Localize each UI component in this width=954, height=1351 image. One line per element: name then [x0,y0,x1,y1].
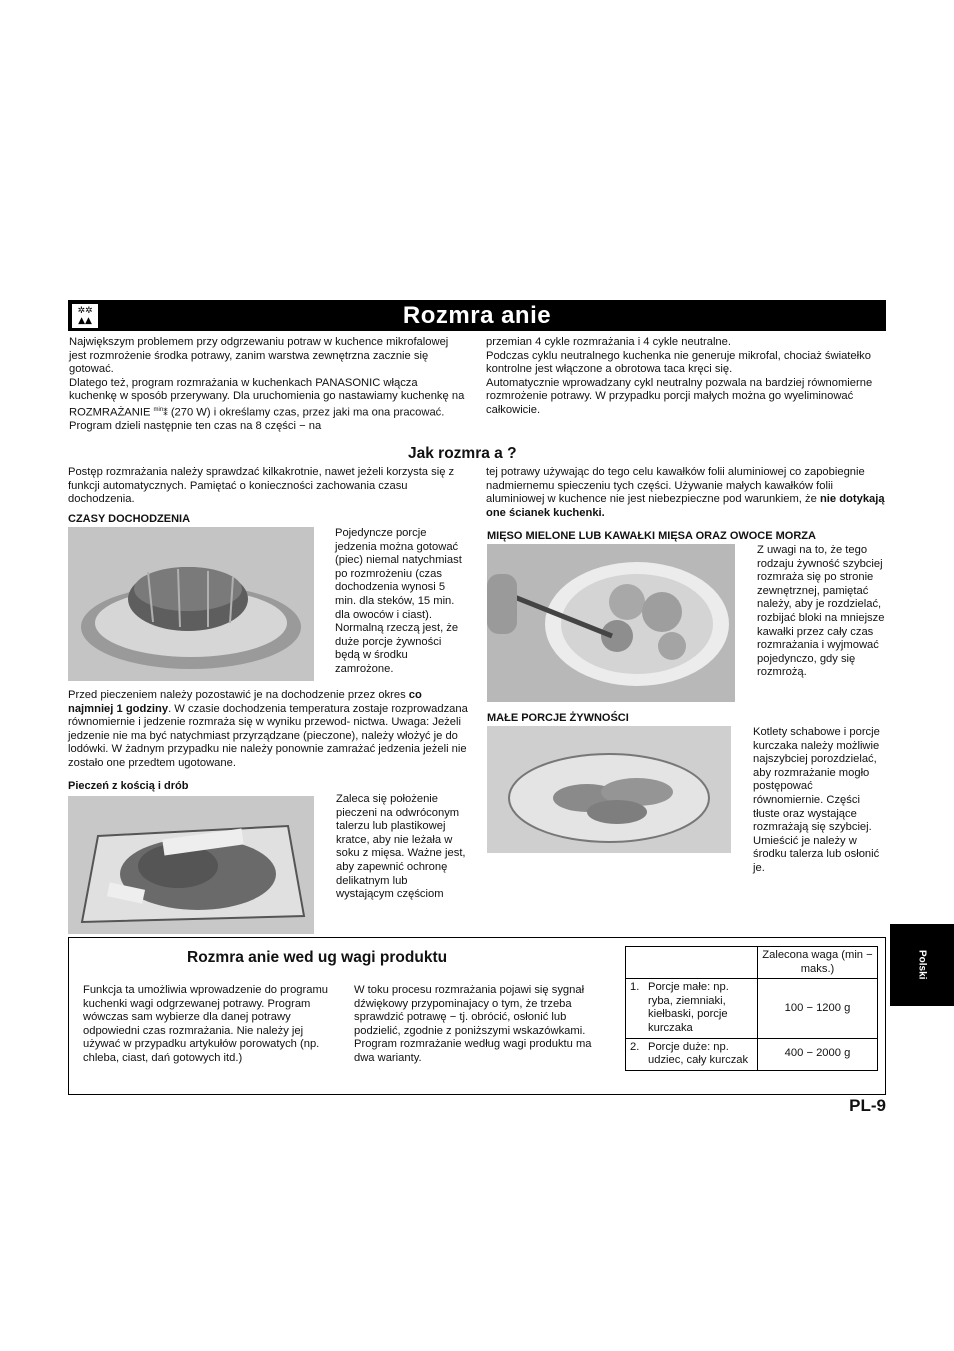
standing-paragraph [68,689,468,771]
intro-right: przemian 4 cykle rozmrażania i 4 cykle neutralne. Podczas cyklu neutralnego kuchenka nie generuje mikrofal, chociaż światełko kontrolne jest włączone a obrotowa taca kręci się. Automatycznie wprowadzany cykl neutralny pozwala na bardziej równomierne rozmrożenie potrawy. W przypadku porcji małych można go wyeliminować całkowicie. [486,336,873,416]
language-tab-label: Polski [916,950,928,980]
table-row-value: 100 − 1200 g [758,979,878,1038]
small-label: MAŁE PORCJE ŻYWNOŚCI [487,712,629,724]
intro-left-text: Największym problemem przy odgrzewaniu potraw w kuchence mikrofalowej jest rozmrożenie środka potrawy, zanim warstwa zewnętrzna zacznie się gotować. Dlatego też, program rozmrażania w kuchenkach PANASONIC włącza kuchenkę w sposób przerywany. Dla uruchomienia go nastawiamy kuchenkę na ROZMRAŻANIE [69,336,465,419]
page-number: PL-9 [849,1096,886,1115]
defrost-small-icon: ⁑ [163,407,168,418]
weight-col1: Funkcja ta umożliwia wprowadzenie do programu kuchenki wagi odgrzewanej potrawy. Program wówczas sam wybierze dla danej potrawy odpowiedni czas rozmrażania. Nie należy jej używać w przypadku artykułów porowatych (np. chleba, ciast, dań gotowych itd.) [83,984,328,1064]
small-portions-photo [487,726,731,853]
minced-meat-photo [487,544,735,702]
how-left-intro: Postęp rozmrażania należy sprawdzać kilkakrotnie, nawet jeżeli korzysta się z funkcji automatycznych. Pamiętać o konieczności zachowania czasu dochodzenia. [68,466,455,506]
roast-meat-photo [68,527,314,681]
weight-table-wrap [625,946,878,1071]
standing-paragraph-bold: co najmniej 1 godziny [68,689,422,715]
weight-col2: W toku procesu rozmrażania pojawi się sygnał dźwiękowy przypominajacy o tym, że trzeba sprawdzić potrawę − tj. obrócić, osłonić lub podzielić, zgodnie z poniższymi wskazówkami. Program rozmrażanie według wagi produktu ma dwa warianty. [354,984,592,1064]
how-right-intro [486,466,886,520]
standing-paragraph-b: . W czasie dochodzenia temperatura zostaje rozprowadzana równomiernie i jedzenie rozmraża się w wyniku przewod- nictwa. Uwaga: Jeżeli jedzenie nie ma być natychmiast przyrządzane (pieczone), należy włożyć je do lodówki. W żadnym przypadku nie należy ponownie zamrażać jedzenia jeżeli nie zostało one przedtem ugotowane. [68,702,468,769]
roast-side-text: Zaleca się położenie pieczeni na odwróconym talerzu lub plastikowej kratce, aby nie leżała w soku z mięsa. Ważne jest, aby zapewnić ochronę delikatnym lub wystającym częściom [336,793,466,901]
table-row-label [626,1038,758,1070]
standing-side-text: Pojedyncze porcje jedzenia można gotować (piec) niemal natychmiast po rozmrożeniu (czas dochodzenia wynosi 5 min. dla steków, 15 min. dla owoców i ciast). Normalną rzeczą jest, że duże porcje żywności będą w środku zamrożone. [335,527,462,675]
table-row-label [626,979,758,1038]
standing-paragraph-a: Przed pieczeniem należy pozostawić je na dochodzenie przez okres [68,689,406,701]
row-number: 2. [630,1040,640,1053]
weight-table [625,946,878,1071]
table-header-cell: Zalecona waga (min − maks.) [758,947,878,979]
small-side-text: Kotlety schabowe i porcje kurczaka należy możliwie najszybciej porozdzielać, aby rozmrażanie mogło postępować równomiernie. Części tłuste oraz wystające rozmrażają się szybciej. Umieścić je należy w środku talerza lub osłonić je. [753,726,880,874]
table-row [626,1038,878,1070]
minced-label: MIĘSO MIELONE LUB KAWAŁKI MIĘSA ORAZ OWOCE MORZA [487,530,816,542]
intro-left [69,336,467,434]
minced-meat-illustration [487,544,735,702]
roast-label: Pieczeń z kością i drób [68,780,189,792]
small-portions-illustration [487,726,731,853]
page-title: Rozmra anie [402,302,552,329]
defrost-icon: ✲✲ ▲▲ [72,304,98,328]
section-banner [68,300,886,331]
poultry-illustration [68,796,314,934]
min-mark: min [153,406,164,413]
row-number: 1. [630,981,640,994]
weight-heading: Rozmra anie wed ug wagi produktu [187,949,448,966]
roast-meat-illustration [68,527,314,681]
row-label-text: Porcje duże: np. udziec, cały kurczak [648,1040,749,1067]
standing-label: CZASY DOCHODZENIA [68,513,191,525]
table-header-row [626,947,878,979]
intro-left-power: (270 W) i określamy czas, przez jaki ma ona pracować. Program dzieli następnie ten czas na 8 części − na [69,406,445,433]
table-header-empty [626,947,758,979]
table-row [626,979,878,1038]
how-right-intro-bold: nie dotykają one ścianek kuchenki. [486,493,885,519]
how-right-intro-text: tej potrawy używając do tego celu kawałków folii aluminiowej co zapobiegnie nadmiernemu spieczeniu tych części. Używanie małych kawałków folii aluminiowej w kuchence nie jest niebezpieczne pod warunkiem, że [486,466,865,506]
how-heading: Jak rozmra a ? [408,445,517,462]
minced-side-text: Z uwagi na to, że tego rodzaju żywność szybciej rozmraża się po stronie zewnętrznej, pamiętać należy, aby je rozdzielać, rozbijać bloki na mniejsze kawałki przez cały czas rozmrażania i wyjmować pojedynczo, gdy się rozmrożą. [757,544,885,679]
row-label-text: Porcje małe: np. ryba, ziemniaki, kiełbaski, porcje kurczaka [648,981,729,1034]
language-tab [890,924,954,1006]
table-row-value: 400 − 2000 g [758,1038,878,1070]
poultry-photo [68,796,314,934]
